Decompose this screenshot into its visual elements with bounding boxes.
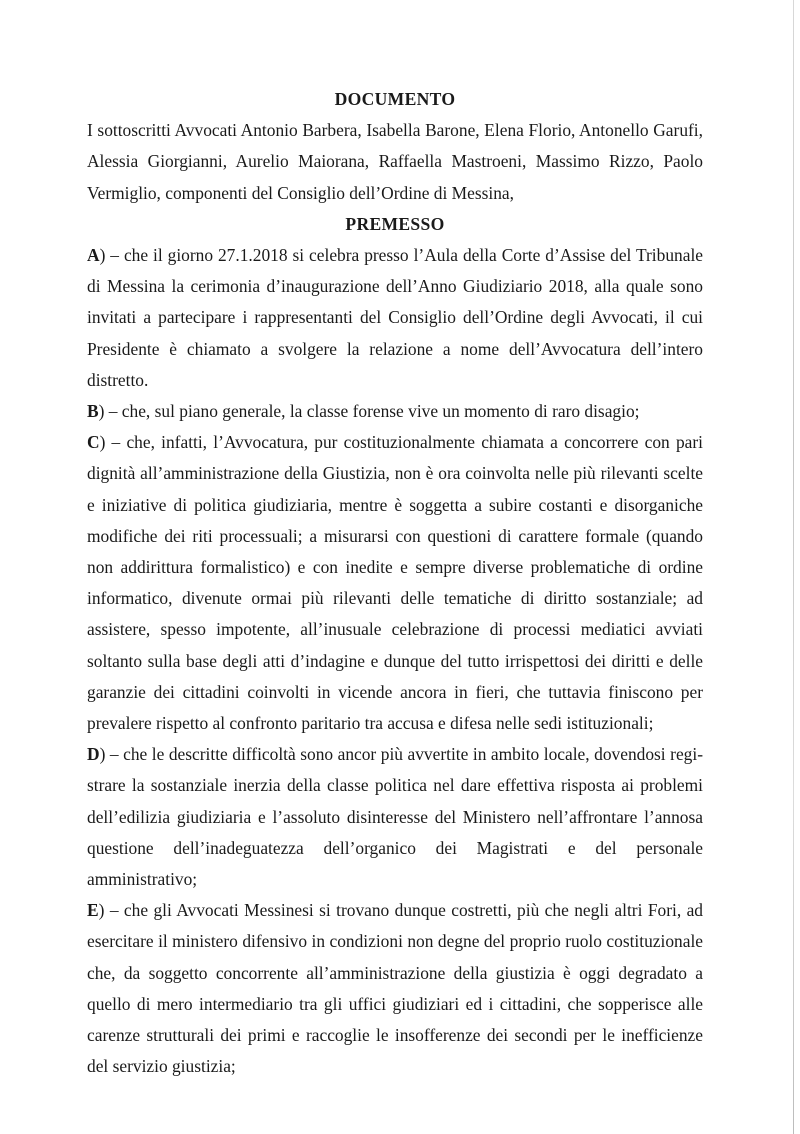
paragraph-b bbox=[87, 396, 703, 427]
paragraph-e-text: ) – che gli Avvocati Messinesi si trovano dunque costretti, più che negli altri Fori, ad esercitare il ministero difensivo in condizioni non degne del proprio ruolo costituzionale che, da soggetto concorrente all’amministrazione della giustizia è oggi degradato a quello di mero intermediario tra gli uffici giudiziari ed i cittadini, che sopperisce alle carenze strutturali dei primi e raccoglie le insofferenze dei secondi per le inefficienze del servizio giustizia; bbox=[87, 900, 703, 1077]
paragraph-a-marker: A bbox=[87, 245, 100, 266]
paragraph-e-marker: E bbox=[87, 900, 99, 921]
section-heading: PREMESSO bbox=[345, 213, 445, 234]
paragraph-a bbox=[87, 240, 703, 396]
document-body bbox=[87, 84, 703, 1083]
paragraph-d-text: ) – che le descritte difficoltà sono ancor più avvertite in ambito locale, dovendosi registrare la sostanziale inerzia della classe politica nel dare effettiva risposta ai problemi dell’edilizia giudiziaria e l’assoluto disinteresse del Ministero nell’affrontare l’annosa questione dell’inadeguatezza dell’organico dei Magistrati e del personale amministrativo; bbox=[87, 744, 703, 890]
paragraph-c-text: ) – che, infatti, l’Avvocatura, pur costituzionalmente chiamata a concorrere con pari dignità all’amministrazione della Giustizia, non è ora coinvolta nelle più rilevanti scelte e iniziative di politica giudiziaria, mentre è soggetta a subire costanti e disorganiche modifiche dei riti processuali; a misurarsi con questioni di carattere formale (quando non addirittura formalistico) e con inedite e sempre diverse problematiche di ordine informatico, divenute ormai più rilevanti delle tematiche di diritto sostanziale; ad assistere, spesso impotente, all’inusuale celebrazione di processi mediatici avviati soltanto sulla base degli atti d’indagine e dunque del tutto irrispettosi dei diritti e delle garanzie dei cittadini coinvolti in vicende ancora in fieri, che tuttavia finiscono per prevalere rispetto al confronto paritario tra accusa e difesa nelle sedi istituzionali; bbox=[87, 432, 703, 734]
paragraph-c bbox=[87, 427, 703, 739]
paragraph-d bbox=[87, 739, 703, 895]
paragraph-e bbox=[87, 895, 703, 1082]
paragraph-c-marker: C bbox=[87, 432, 100, 453]
paragraph-a-text: ) – che il giorno 27.1.2018 si celebra presso l’Aula della Corte d’Assise del Tribunale di Messina la cerimonia d’inaugurazione dell’Anno Giudiziario 2018, alla quale sono invitati a partecipare i rappresentanti del Consiglio dell’Ordine degli Avvocati, il cui Presidente è chiamato a svolgere la relazione a nome dell’Avvocatura dell’intero distretto. bbox=[87, 245, 703, 390]
paragraph-b-marker: B bbox=[87, 401, 99, 422]
scan-edge-line bbox=[793, 0, 794, 1134]
paragraph-d-marker: D bbox=[87, 744, 100, 765]
intro-paragraph: I sottoscritti Avvocati Antonio Barbera, Isabella Barone, Elena Florio, Antonello Garufi, Alessia Giorgianni, Aurelio Maiorana, Raffaella Mastroeni, Massimo Rizzo, Paolo Vermiglio, componenti del Consiglio dell’Ordine di Messina, bbox=[87, 120, 703, 203]
paragraph-b-text: ) – che, sul piano generale, la classe forense vive un momento di raro disagio; bbox=[98, 401, 640, 422]
document-title: DOCUMENTO bbox=[334, 89, 456, 109]
